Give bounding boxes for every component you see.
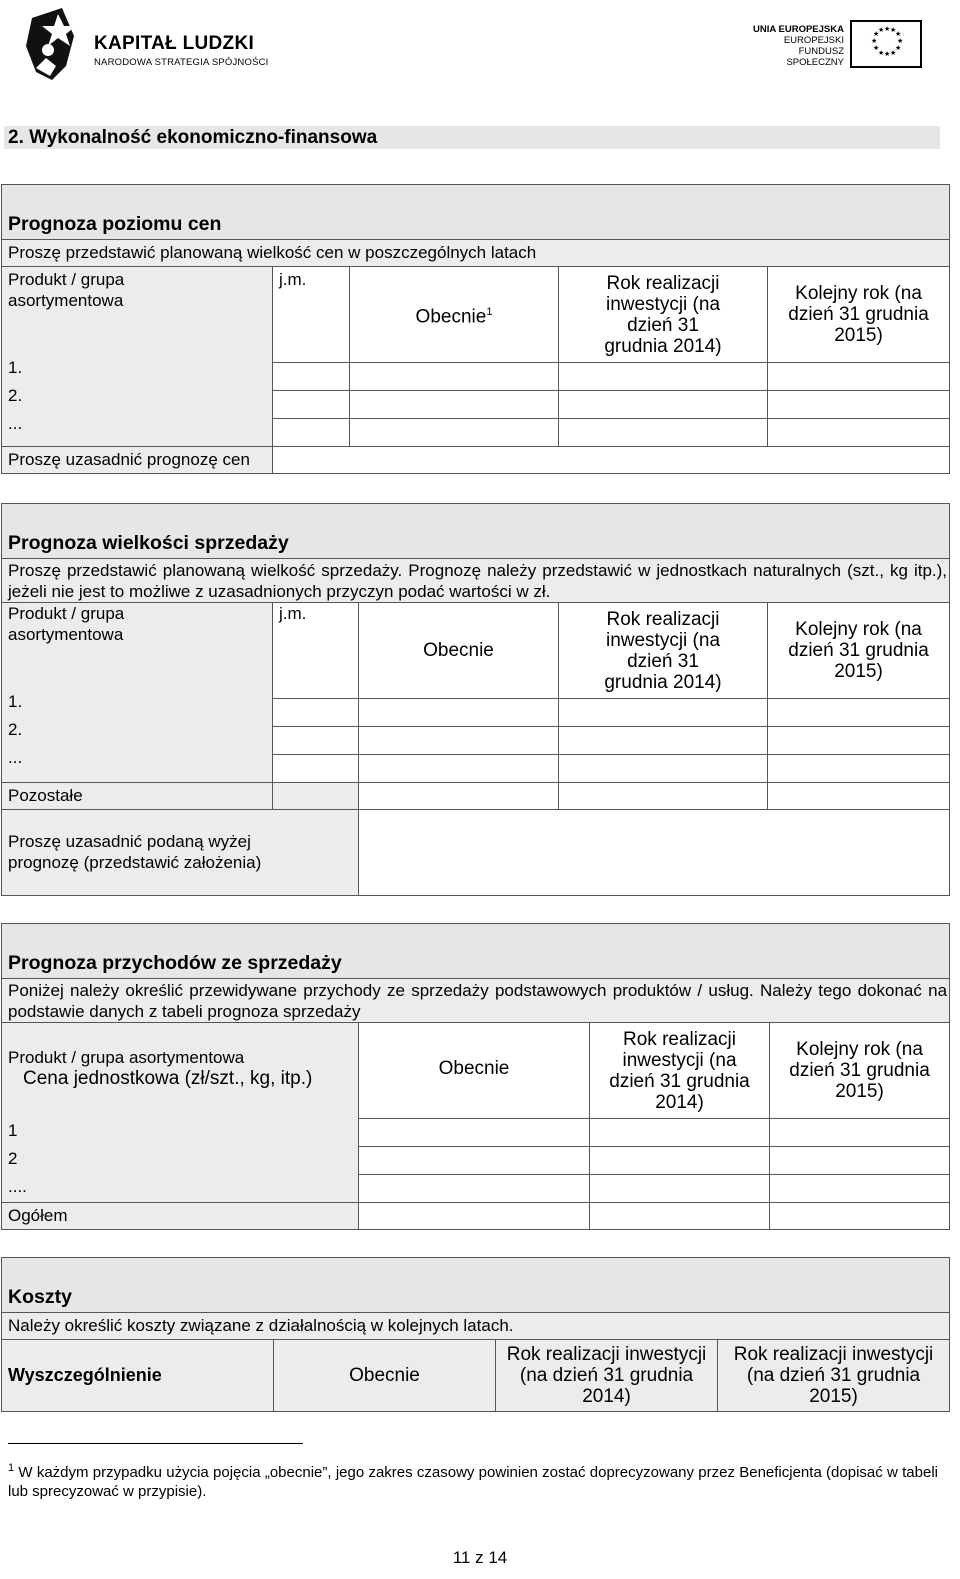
revenue-cell[interactable] [770, 1147, 950, 1175]
kapital-ludzki-title: KAPITAŁ LUDZKI [94, 33, 255, 54]
sales-cell[interactable] [559, 699, 768, 727]
sales-cell[interactable] [768, 699, 950, 727]
revenue-cell[interactable] [590, 1119, 770, 1147]
revenue-cell[interactable] [590, 1175, 770, 1203]
sales-volume-title: Prognoza wielkości sprzedaży [2, 504, 950, 559]
price-cell[interactable] [768, 419, 950, 447]
eu-flag-icon [850, 20, 922, 68]
sales-cell[interactable] [768, 727, 950, 755]
revenue-now-header: Obecnie [359, 1023, 590, 1119]
price-unit-header: j.m. [273, 267, 350, 363]
sales-row-2-label: 2. [8, 720, 23, 739]
price-cell[interactable] [273, 419, 350, 447]
price-forecast-instruction: Proszę przedstawić planowaną wielkość cen w poszczególnych latach [2, 240, 950, 267]
sales-cell[interactable] [559, 783, 768, 810]
kapital-ludzki-subtitle: NARODOWA STRATEGIA SPÓJNOŚCI [94, 57, 269, 68]
costs-year2-header: Rok realizacji inwestycji (na dzień 31 grudnia 2015) [718, 1340, 950, 1412]
eu-line3: FUNDUSZ SPOŁECZNY [786, 46, 844, 68]
revenue-row-3-label: .... [8, 1177, 27, 1196]
revenue-cell[interactable] [359, 1175, 590, 1203]
sales-volume-instruction: Proszę przedstawić planowaną wielkość sprzedaży. Prognozę należy przedstawić w jednostkach naturalnych (szt., kg itp.), jeżeli nie jest to możliwe z uzasadnionych przyczyn podać wartości w zł. [2, 559, 950, 603]
svg-text:★: ★ [895, 30, 902, 38]
footnote [8, 1459, 938, 1501]
revenue-instruction: Poniżej należy określić przewidywane przychody ze sprzedaży podstawowych produktów / usług. Należy tego dokonać na podstawie danych z tabeli prognoza sprzedaży [2, 979, 950, 1023]
eu-logo [746, 20, 926, 70]
revenue-cell[interactable] [590, 1203, 770, 1230]
sales-unit-header: j.m. [273, 603, 359, 699]
revenue-cell[interactable] [359, 1203, 590, 1230]
revenue-row-2-label: 2 [8, 1149, 18, 1168]
revenue-cell[interactable] [590, 1147, 770, 1175]
revenue-cell[interactable] [770, 1119, 950, 1147]
kapital-ludzki-emblem-icon [22, 6, 82, 86]
svg-text:★: ★ [884, 50, 891, 58]
price-row-1-label: 1. [8, 358, 23, 377]
revenue-title: Prognoza przychodów ze sprzedaży [2, 924, 950, 979]
sales-justify-input[interactable] [359, 810, 950, 896]
svg-text:★: ★ [890, 26, 897, 34]
revenue-price-header-label: Cena jednostkowa (zł/szt., kg, itp.) [23, 1068, 313, 1089]
revenue-total-label: Ogółem [2, 1203, 359, 1230]
sales-row-3-label: ... [8, 748, 23, 767]
costs-year1-header: Rok realizacji inwestycji (na dzień 31 grudnia 2014) [496, 1340, 718, 1412]
sales-now-header: Obecnie [359, 603, 559, 699]
sales-row-1-label: 1. [8, 692, 23, 711]
sales-cell[interactable] [359, 755, 559, 783]
eu-line1: UNIA EUROPEJSKA [753, 24, 844, 35]
price-cell[interactable] [768, 391, 950, 419]
price-row-2-label: 2. [8, 386, 23, 405]
svg-text:★: ★ [871, 37, 878, 45]
revenue-cell[interactable] [359, 1147, 590, 1175]
svg-text:★: ★ [884, 25, 891, 33]
costs-instruction: Należy określić koszty związane z działalnością w kolejnych latach. [2, 1313, 950, 1340]
sales-justify-label: Proszę uzasadnić podaną wyżej prognozę (przedstawić założenia) [2, 810, 359, 896]
price-cell[interactable] [350, 419, 559, 447]
revenue-cell[interactable] [770, 1203, 950, 1230]
revenue-year2-header: Kolejny rok (na dzień 31 grudnia 2015) [770, 1023, 950, 1119]
price-forecast-title: Prognoza poziomu cen [2, 185, 950, 240]
price-product-header [2, 267, 273, 447]
price-cell[interactable] [350, 363, 559, 391]
price-justify-label: Proszę uzasadnić prognozę cen [2, 447, 273, 474]
costs-table [1, 1257, 950, 1412]
eu-logo-text [746, 24, 844, 68]
sales-product-header [2, 603, 273, 783]
sales-cell[interactable] [559, 727, 768, 755]
sales-cell[interactable] [768, 783, 950, 810]
footnote-text: W każdym przypadku użycia pojęcia „obecnie”, jego zakres czasowy powinien zostać doprecyzowany przez Beneficjenta (dopisać w tabeli lub sprecyzować w przypisie). [8, 1464, 938, 1500]
revenue-product-header [2, 1023, 359, 1203]
svg-text:★: ★ [873, 44, 880, 52]
revenue-product-header-label: Produkt / grupa asortymentowa [8, 1048, 245, 1067]
sales-cell[interactable] [273, 727, 359, 755]
price-now-label: Obecnie [415, 306, 487, 328]
price-year2-header: Kolejny rok (na dzień 31 grudnia 2015) [768, 267, 950, 363]
sales-cell[interactable] [273, 755, 359, 783]
eu-line2: EUROPEJSKI [783, 35, 844, 46]
svg-text:★: ★ [897, 37, 904, 45]
revenue-year1-header: Rok realizacji inwestycji (na dzień 31 grudnia 2014) [590, 1023, 770, 1119]
sales-cell[interactable] [359, 727, 559, 755]
revenue-cell[interactable] [359, 1119, 590, 1147]
price-cell[interactable] [559, 363, 768, 391]
sales-cell[interactable] [273, 699, 359, 727]
sales-year1-header: Rok realizacji inwestycji (na dzień 31 grudnia 2014) [559, 603, 768, 699]
svg-text:★: ★ [878, 49, 885, 57]
section-title: 2. Wykonalność ekonomiczno-finansowa [4, 126, 940, 149]
costs-item-header: Wyszczególnienie [2, 1340, 274, 1412]
price-forecast-table [1, 184, 950, 474]
revenue-table [1, 923, 950, 1230]
svg-text:★: ★ [895, 44, 902, 52]
price-year1-header: Rok realizacji inwestycji (na dzień 31 grudnia 2014) [559, 267, 768, 363]
price-cell[interactable] [768, 363, 950, 391]
price-now-header [350, 267, 559, 363]
sales-row-other-label: Pozostałe [2, 783, 273, 810]
revenue-row-1-label: 1 [8, 1121, 18, 1140]
revenue-cell[interactable] [770, 1175, 950, 1203]
sales-product-header-label: Produkt / grupa asortymentowa [8, 604, 125, 644]
costs-title: Koszty [2, 1258, 950, 1313]
svg-text:★: ★ [890, 49, 897, 57]
sales-cell[interactable] [768, 755, 950, 783]
price-justify-input[interactable] [273, 447, 950, 474]
price-product-header-label: Produkt / grupa asortymentowa [8, 270, 125, 310]
kapital-ludzki-logo [22, 6, 272, 86]
footnote-separator [8, 1443, 303, 1444]
price-cell[interactable] [273, 363, 350, 391]
price-cell[interactable] [350, 391, 559, 419]
sales-cell[interactable] [273, 783, 359, 810]
costs-now-header: Obecnie [274, 1340, 496, 1412]
price-cell[interactable] [273, 391, 350, 419]
sales-cell[interactable] [359, 783, 559, 810]
sales-year2-header: Kolejny rok (na dzień 31 grudnia 2015) [768, 603, 950, 699]
sales-volume-table [1, 503, 950, 896]
page-number: 11 z 14 [452, 1548, 508, 1567]
sales-cell[interactable] [559, 755, 768, 783]
sales-cell[interactable] [359, 699, 559, 727]
price-cell[interactable] [559, 391, 768, 419]
svg-text:★: ★ [878, 26, 885, 34]
footnote-number: 1 [8, 1462, 15, 1474]
price-row-3-label: ... [8, 414, 23, 433]
price-cell[interactable] [559, 419, 768, 447]
svg-text:★: ★ [873, 30, 880, 38]
price-now-footnote-ref: 1 [486, 305, 493, 318]
